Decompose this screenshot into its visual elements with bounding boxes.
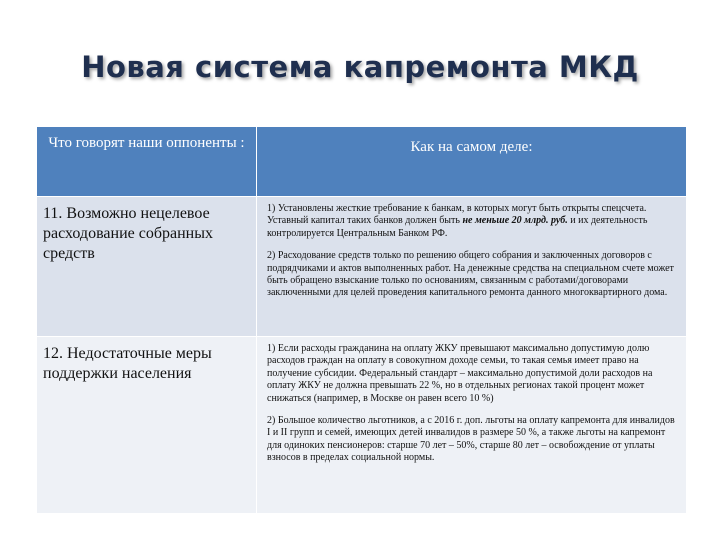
reality-cell xyxy=(257,197,687,337)
reality-paragraph xyxy=(267,203,680,240)
reality-cell xyxy=(257,337,687,514)
reality-paragraph: 2) Большое количество льготников, а с 2016 г. доп. льготы на оплату капремонта для инвалидов I и II групп и семей, имеющих детей инвалидов в размере 50 %, а также льготы на капремонт для одиноких пенсионеров: старше 70 лет – 50%, старше 80 лет – освобождение от уплаты взносов в пределах социальной нормы. xyxy=(267,415,675,464)
reality-paragraph: 1) Если расходы гражданина на оплату ЖКУ превышают максимально допустимую долю расходов граждан на оплату в совокупном доходе семьи, то такая семья имеет право на получение субсидии. Федеральный стандарт – максимально допустимой доли расходов на оплату ЖКУ не должна превышать 22 %, но в отдельных регионах такой процент может снижаться (например, в Москве он равен всего 10 %) xyxy=(267,343,653,404)
table-row xyxy=(37,337,687,514)
reality-paragraph: 2) Расходование средств только по решению общего собрания и заключенных договоров с подрядчиками и актов выполненных работ. На денежные средства на специальном счете может быть обращено взыскание только по основаниям, связанным с работами/договорами заключенными для целей проведения капитального ремонта данного многоквартирного дома. xyxy=(267,250,674,299)
claim-text: 12. Недостаточные меры поддержки населения xyxy=(43,345,212,382)
comparison-table xyxy=(36,126,687,514)
claim-cell xyxy=(37,197,257,337)
header-opponents-label: Что говорят наши оппоненты : xyxy=(48,135,245,151)
header-opponents xyxy=(37,127,257,197)
header-reality-label: Как на самом деле: xyxy=(410,139,533,155)
slide-title: Новая система капремонта МКД xyxy=(81,50,639,84)
reality-text: и их деятельность контролируется Центральным Банком РФ. xyxy=(267,215,648,239)
header-reality xyxy=(257,127,687,197)
reality-text: 1) Установлены жесткие требование к банкам, в которых могут быть открыты спецсчета. Уставный капитал таких банков должен быть xyxy=(267,203,647,227)
table-header-row xyxy=(37,127,687,197)
claim-text: 11. Возможно нецелевое расходование собранных средств xyxy=(43,205,213,262)
table-row xyxy=(37,197,687,337)
claim-cell xyxy=(37,337,257,514)
reality-emphasis: не меньше 20 млрд. руб. xyxy=(462,215,568,227)
